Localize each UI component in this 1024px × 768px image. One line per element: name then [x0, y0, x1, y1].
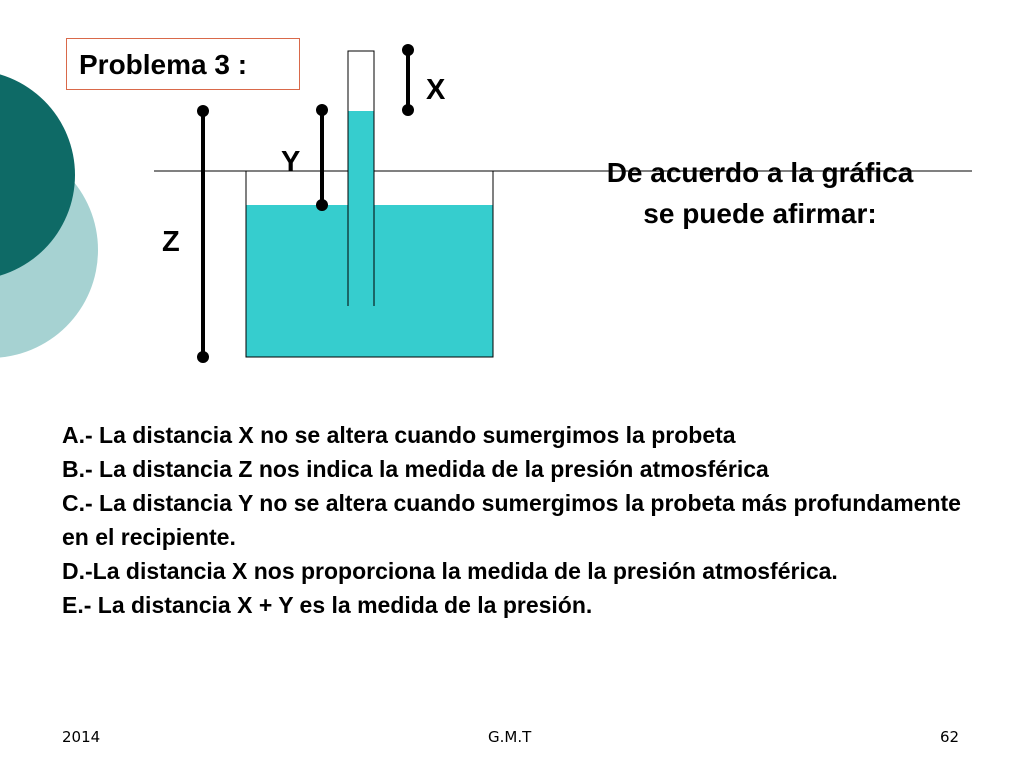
footer-year: 2014 [62, 728, 101, 746]
answer-options [62, 418, 982, 622]
z-label: Z [162, 226, 180, 258]
footer-page-number: 62 [940, 728, 960, 746]
x-marker-bottom-dot [402, 104, 414, 116]
y-marker-top-dot [316, 104, 328, 116]
y-marker-bottom-dot [316, 199, 328, 211]
footer-author: G.M.T [488, 728, 532, 746]
option-e: E.- La distancia X + Y es la medida de la presión. [62, 592, 593, 618]
x-marker-top-dot [402, 44, 414, 56]
option-d: D.-La distancia X nos proporciona la medida de la presión atmosférica. [62, 558, 838, 584]
problem-title: Problema 3 : [66, 38, 300, 90]
question-text: De acuerdo a la gráfica se puede afirmar: [606, 157, 914, 229]
z-marker-bottom-dot [197, 351, 209, 363]
option-b: B.- La distancia Z nos indica la medida de la presión atmosférica [62, 456, 769, 482]
y-label: Y [281, 146, 301, 178]
tube-empty [348, 51, 374, 111]
option-a: A.- La distancia X no se altera cuando sumergimos la probeta [62, 422, 736, 448]
x-label: X [426, 74, 446, 106]
z-marker-top-dot [197, 105, 209, 117]
tube-liquid [348, 111, 374, 306]
option-c: C.- La distancia Y no se altera cuando sumergimos la probeta más profundamente en el recipiente. [62, 490, 961, 550]
